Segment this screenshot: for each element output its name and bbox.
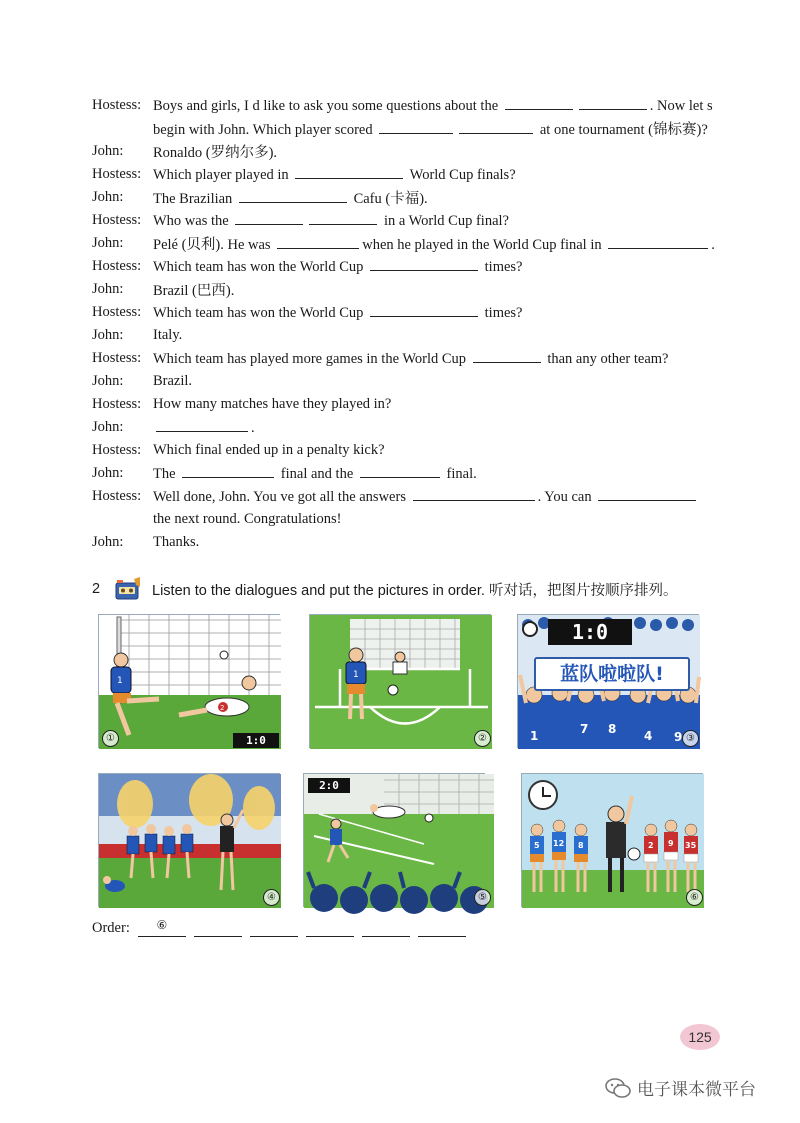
dialogue-segment: the next round. Congratulations! — [153, 511, 342, 527]
speaker-label: John: — [92, 327, 124, 343]
scoreboard: 1:0 — [233, 733, 279, 748]
dialogue-segment: than any other team? — [543, 350, 669, 367]
picture-5-illustration — [304, 774, 494, 908]
dialogue-segment: How many matches have they played in? — [153, 396, 392, 412]
page-number: 125 — [680, 1024, 720, 1050]
wechat-icon — [605, 1077, 631, 1099]
speaker-label: Hostess: — [92, 442, 142, 458]
dialogue-segment: Which player played in — [153, 166, 293, 183]
dialogue-text — [92, 94, 732, 554]
speaker-label: John: — [92, 465, 124, 481]
dialogue-line — [92, 255, 732, 278]
dialogue-text-line — [153, 442, 732, 459]
dialogue-line — [92, 232, 732, 255]
dialogue-line — [92, 186, 732, 209]
dialogue-text-line — [153, 279, 732, 300]
dialogue-text-line — [153, 327, 732, 344]
dialogue-segment: The — [153, 465, 180, 482]
dialogue-segment: at one tournament (锦标赛)? — [536, 122, 708, 138]
exercise-instruction: Listen to the dialogues and put the pictures in order. 听对话，把图片按顺序排列。 — [152, 582, 678, 599]
exercise-2-header — [92, 577, 732, 601]
order-slot-6[interactable] — [418, 918, 466, 937]
picture-2-penalty-setup — [309, 614, 491, 748]
scoreboard: 2:0 — [308, 778, 350, 793]
speaker-label: John: — [92, 143, 124, 159]
speaker-label: John: — [92, 373, 124, 389]
scoreboard: 1:0 — [548, 619, 632, 645]
dialogue-segment: Cafu (卡福). — [349, 191, 428, 207]
dialogue-line — [92, 117, 732, 140]
speaker-label: John: — [92, 235, 124, 251]
dialogue-line — [92, 462, 732, 485]
dialogue-line — [92, 439, 732, 462]
dialogue-segment: Which team has played more games in the World Cup — [153, 350, 470, 367]
speaker-label: Hostess: — [92, 97, 142, 113]
dialogue-text-line — [153, 304, 732, 322]
jersey-number: 8 — [608, 722, 617, 736]
dialogue-line — [92, 393, 732, 416]
dialogue-text-line — [153, 534, 732, 551]
picture-4-illustration — [99, 774, 281, 908]
picture-number: ② — [474, 730, 491, 747]
dialogue-segment: Who was the — [153, 212, 233, 229]
jersey-number: 5 — [534, 841, 540, 850]
dialogue-text-line — [153, 465, 732, 483]
clock-icon — [528, 780, 558, 810]
dialogue-line — [92, 140, 732, 163]
picture-number: ⑤ — [474, 889, 491, 906]
jersey-number: 12 — [553, 839, 565, 848]
answer-blank[interactable] — [235, 212, 303, 225]
order-answer-row — [92, 918, 466, 937]
exercise-number: 2 — [92, 581, 101, 597]
speaker-label: John: — [92, 534, 124, 550]
dialogue-text-line — [153, 511, 732, 528]
order-label: Order: — [92, 920, 130, 936]
answer-blank[interactable] — [309, 212, 377, 225]
dialogue-segment: in a World Cup final? — [380, 212, 509, 229]
dialogue-line — [92, 301, 732, 324]
jersey-number: 9 — [668, 839, 674, 848]
order-slot-2[interactable] — [194, 918, 242, 937]
dialogue-text-line — [153, 373, 732, 390]
answer-blank[interactable] — [295, 166, 403, 179]
watermark — [605, 1075, 756, 1100]
speaker-label: John: — [92, 419, 124, 435]
answer-blank[interactable] — [379, 121, 453, 134]
answer-blank[interactable] — [598, 488, 696, 501]
picture-3-blue-fans — [517, 614, 699, 748]
dialogue-line — [92, 370, 732, 393]
jersey-number: 35 — [685, 841, 697, 850]
picture-2-illustration — [310, 615, 492, 749]
speaker-label: Hostess: — [92, 212, 142, 228]
picture-6-teams-line-up — [521, 773, 703, 907]
watermark-text: 电子课本微平台 — [637, 1080, 756, 1100]
dialogue-segment: Ronaldo (罗纳尔多). — [153, 145, 278, 161]
order-slot-1[interactable]: ⑥ — [138, 918, 186, 937]
dialogue-segment: times? — [481, 304, 523, 321]
dialogue-line — [92, 163, 732, 186]
answer-blank[interactable] — [413, 488, 535, 501]
dialogue-text-line — [153, 396, 732, 413]
dialogue-text-line — [153, 258, 732, 276]
jersey-number: 1 — [530, 729, 539, 743]
picture-1-illustration — [99, 615, 281, 749]
dialogue-segment: Which final ended up in a penalty kick? — [153, 442, 385, 458]
dialogue-segment: when he played in the World Cup final in — [362, 237, 606, 253]
picture-number: ④ — [263, 889, 280, 906]
dialogue-text-line — [153, 350, 732, 368]
clock-icon — [522, 621, 538, 637]
dialogue-segment: . You can — [537, 488, 596, 505]
dialogue-text-line — [153, 118, 732, 139]
dialogue-line — [92, 508, 732, 531]
dialogue-text-line — [153, 488, 732, 506]
picture-number: ① — [102, 730, 119, 747]
answer-blank[interactable] — [360, 465, 440, 478]
dialogue-segment: Well done, John. You ve got all the answers — [153, 488, 410, 505]
dialogue-segment: times? — [481, 258, 523, 275]
dialogue-segment: Pelé (贝利). He was — [153, 237, 275, 253]
dialogue-segment: Brazil. — [153, 373, 193, 389]
speaker-label: Hostess: — [92, 304, 142, 320]
jersey-number: 2 — [648, 841, 654, 850]
dialogue-line — [92, 416, 732, 439]
answer-blank[interactable] — [156, 419, 248, 432]
speaker-label: John: — [92, 281, 124, 297]
speaker-label: Hostess: — [92, 396, 142, 412]
dialogue-line — [92, 278, 732, 301]
answer-blank[interactable] — [505, 97, 573, 110]
dialogue-text-line — [153, 97, 732, 115]
dialogue-text-line — [153, 141, 732, 162]
dialogue-segment: Thanks. — [153, 534, 200, 550]
speaker-label: Hostess: — [92, 488, 142, 504]
jersey-number: 9 — [674, 730, 683, 744]
dialogue-segment: . — [251, 419, 255, 436]
dialogue-segment: The Brazilian — [153, 191, 236, 207]
dialogue-segment: . Now let s — [649, 97, 713, 114]
dialogue-text-line — [153, 212, 732, 230]
dialogue-text-line — [153, 166, 732, 184]
picture-number: ③ — [682, 730, 699, 747]
dialogue-segment: World Cup finals? — [406, 166, 516, 183]
dialogue-line — [92, 324, 732, 347]
answer-blank[interactable] — [370, 304, 478, 317]
jersey-number: 7 — [580, 722, 589, 736]
answer-blank[interactable] — [277, 236, 359, 249]
speaker-label: Hostess: — [92, 258, 142, 274]
cassette-player-icon — [114, 577, 142, 601]
answer-blank[interactable] — [579, 97, 647, 110]
dialogue-segment: Brazil (巴西). — [153, 283, 235, 299]
svg-text:2: 2 — [220, 704, 225, 712]
answer-blank[interactable] — [239, 190, 347, 203]
order-slot-3[interactable] — [250, 918, 298, 937]
speaker-label: Hostess: — [92, 350, 142, 366]
answer-blank[interactable] — [182, 465, 274, 478]
dialogue-segment: begin with John. Which player scored — [153, 122, 377, 138]
dialogue-segment: final and the — [277, 465, 357, 482]
fan-banner: 蓝队啦啦队! — [534, 657, 690, 691]
order-slot-4[interactable] — [306, 918, 354, 937]
jersey-number: 8 — [578, 841, 584, 850]
dialogue-segment: . — [711, 237, 715, 253]
dialogue-text-line — [153, 419, 732, 437]
answer-blank[interactable] — [473, 350, 541, 363]
answer-blank[interactable] — [370, 258, 478, 271]
dialogue-text-line — [153, 187, 732, 208]
keeper-figure — [393, 652, 407, 674]
order-slot-5[interactable] — [362, 918, 410, 937]
dialogue-line — [92, 209, 732, 232]
svg-text:1: 1 — [117, 676, 123, 686]
jersey-number: 4 — [644, 729, 653, 743]
dialogue-segment: Boys and girls, I d like to ask you some questions about the — [153, 97, 502, 114]
speaker-label: John: — [92, 189, 124, 205]
dialogue-line — [92, 94, 732, 117]
dialogue-line — [92, 531, 732, 554]
answer-blank[interactable] — [608, 236, 708, 249]
dialogue-segment: final. — [442, 465, 477, 482]
dialogue-text-line — [153, 233, 732, 254]
speaker-label: Hostess: — [92, 166, 142, 182]
dialogue-segment: Which team has won the World Cup — [153, 258, 368, 275]
picture-1-shot-on-goal — [98, 614, 280, 748]
dialogue-segment: Italy. — [153, 327, 183, 343]
dialogue-line — [92, 485, 732, 508]
picture-number: ⑥ — [686, 889, 703, 906]
dialogue-segment: Which team has won the World Cup — [153, 304, 368, 321]
dialogue-line — [92, 347, 732, 370]
svg-text:1: 1 — [353, 670, 359, 680]
picture-5-second-goal — [303, 773, 485, 907]
picture-4-team-celebration — [98, 773, 280, 907]
answer-blank[interactable] — [459, 121, 533, 134]
